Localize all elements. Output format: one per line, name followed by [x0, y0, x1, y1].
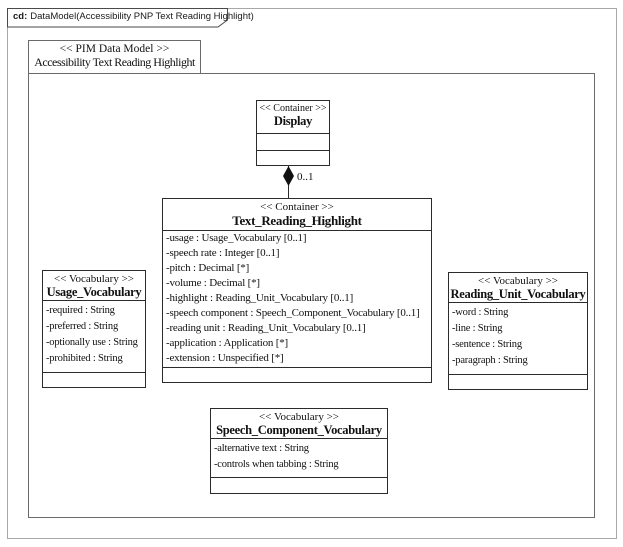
class-text-reading-highlight-name: Text_Reading_Highlight: [232, 213, 362, 228]
attribute: -highlight : Reading_Unit_Vocabulary [0..1]: [166, 292, 354, 304]
attribute: -word : String: [452, 307, 509, 318]
class-reading-unit-vocabulary-attributes: [449, 302, 587, 374]
class-display-operations-compartment: [257, 150, 329, 167]
attribute: -controls when tabbing : String: [214, 459, 339, 470]
class-display-stereotype: << Container >>: [259, 103, 327, 114]
class-reading-unit-vocabulary-stereotype: << Vocabulary >>: [477, 275, 558, 287]
frame-tab-keyword: cd:: [13, 11, 28, 22]
class-text-reading-highlight-title: [163, 199, 431, 230]
composition-diamond-icon: [283, 166, 294, 186]
attribute: -application : Application [*]: [166, 337, 288, 349]
class-speech-component-vocabulary-stereotype: << Vocabulary >>: [258, 411, 339, 423]
class-display-attributes-compartment: [257, 133, 329, 150]
attribute: -reading unit : Reading_Unit_Vocabulary [0..1]: [166, 322, 366, 334]
class-usage-vocabulary-stereotype: << Vocabulary >>: [53, 273, 134, 285]
class-usage-vocabulary-attributes: [43, 300, 145, 372]
attribute: -required : String: [46, 305, 115, 316]
class-text-reading-highlight-stereotype: << Container >>: [260, 201, 334, 213]
class-usage-vocabulary-name: Usage_Vocabulary: [46, 285, 142, 299]
class-reading-unit-vocabulary-name: Reading_Unit_Vocabulary: [450, 287, 586, 301]
class-usage-vocabulary-title: [43, 271, 145, 300]
class-usage-vocabulary-operations-compartment: [43, 372, 145, 388]
class-speech-component-vocabulary: [210, 408, 388, 494]
attribute: -pitch : Decimal [*]: [166, 262, 250, 274]
class-reading-unit-vocabulary-title: [449, 273, 587, 302]
class-reading-unit-vocabulary-operations-compartment: [449, 374, 587, 392]
attribute: -extension : Unspecified [*]: [166, 352, 284, 364]
multiplicity-label: 0..1: [297, 171, 314, 183]
package-stereotype: << PIM Data Model >>: [59, 43, 170, 55]
attribute: -prohibited : String: [46, 353, 123, 364]
class-reading-unit-vocabulary: [448, 272, 588, 390]
class-display-title: [257, 101, 329, 133]
class-speech-component-vocabulary-title: [211, 409, 387, 438]
class-display-name: Display: [273, 114, 313, 128]
frame-tab-text: [13, 11, 254, 22]
package-name: Accessibility Text Reading Highlight: [34, 55, 195, 69]
class-text-reading-highlight-operations-compartment: [163, 367, 431, 382]
attribute: -volume : Decimal [*]: [166, 277, 260, 289]
attribute: -paragraph : String: [452, 355, 528, 366]
class-text-reading-highlight-attributes: [163, 230, 431, 367]
attribute: -speech component : Speech_Component_Vocabulary [0..1]: [166, 307, 420, 319]
frame-tab-title: DataModel(Accessibility PNP Text Reading Highlight): [30, 11, 254, 22]
attribute: -usage : Usage_Vocabulary [0..1]: [166, 232, 307, 244]
frame-tab: [7, 8, 254, 28]
class-text-reading-highlight: [162, 198, 432, 383]
attribute: -speech rate : Integer [0..1]: [166, 247, 280, 259]
attribute: -sentence : String: [452, 339, 522, 350]
class-speech-component-vocabulary-attributes: [211, 438, 387, 477]
class-speech-component-vocabulary-operations-compartment: [211, 477, 387, 496]
attribute: -alternative text : String: [214, 443, 309, 454]
attribute: -optionally use : String: [46, 337, 138, 348]
class-speech-component-vocabulary-name: Speech_Component_Vocabulary: [216, 423, 382, 437]
class-display: [256, 100, 330, 166]
attribute: -line : String: [452, 323, 503, 334]
class-usage-vocabulary: [42, 270, 146, 388]
package-name-box: [28, 40, 201, 74]
attribute: -preferred : String: [46, 321, 119, 332]
